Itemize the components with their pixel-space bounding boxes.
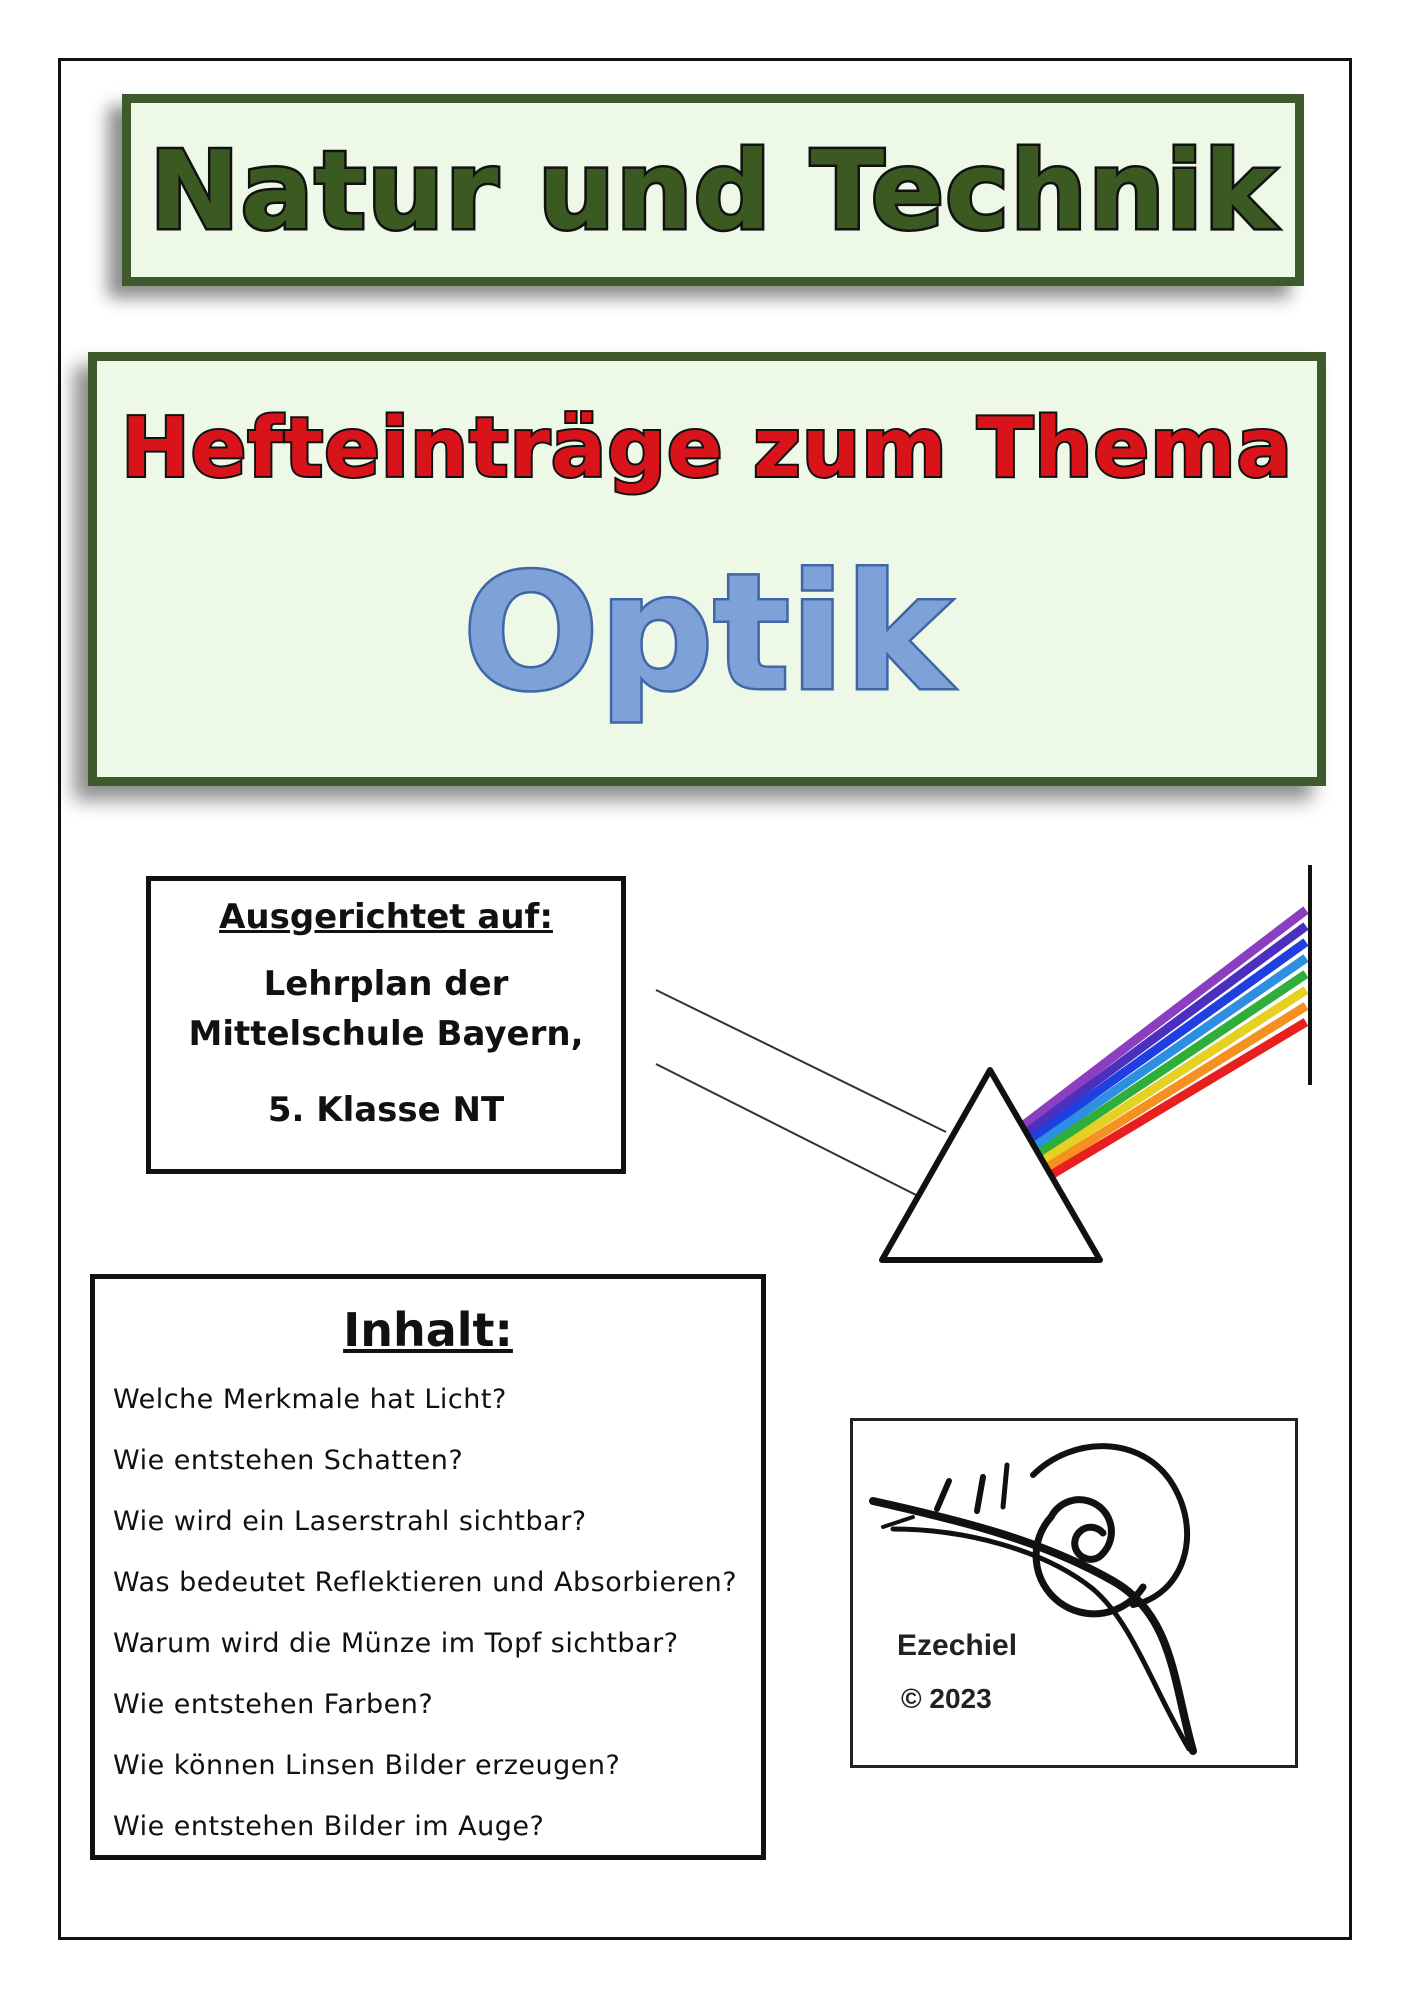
subject-title: Optik [462,539,952,726]
list-item: Wie entstehen Bilder im Auge? [113,1811,545,1842]
contents-heading: Inhalt: [343,1303,513,1357]
light-ray-1 [656,990,946,1132]
contents-list [113,1369,761,1857]
logo-name: Ezechiel [897,1629,1018,1662]
list-item: Welche Merkmale hat Licht? [113,1384,507,1415]
info-line-3: 5. Klasse NT [267,1090,505,1130]
title-banner [122,94,1304,286]
list-item: Wie können Linsen Bilder erzeugen? [113,1750,621,1781]
prism-drawing-icon [640,860,1320,1280]
subject-banner [88,352,1326,786]
logo-year: © 2023 [901,1683,992,1714]
contents-box [90,1274,766,1860]
list-item: Wie entstehen Farben? [113,1689,434,1720]
info-box [146,876,626,1174]
subtitle: Hefteinträge zum Thema [121,401,1293,496]
info-line-1: Lehrplan der [263,964,509,1004]
list-item: Wie entstehen Schatten? [113,1445,464,1476]
list-item: Warum wird die Münze im Topf sichtbar? [113,1628,679,1659]
list-item: Was bedeutet Reflektieren und Absorbieren? [113,1567,738,1598]
light-ray-2 [656,1064,922,1198]
info-heading: Ausgerichtet auf: [219,897,553,937]
list-item: Wie wird ein Laserstrahl sichtbar? [113,1506,587,1537]
spectrum-rays [1012,910,1306,1190]
logo [850,1418,1298,1768]
info-line-2: Mittelschule Bayern, [188,1014,584,1054]
page-title: Natur und Technik [149,129,1277,254]
